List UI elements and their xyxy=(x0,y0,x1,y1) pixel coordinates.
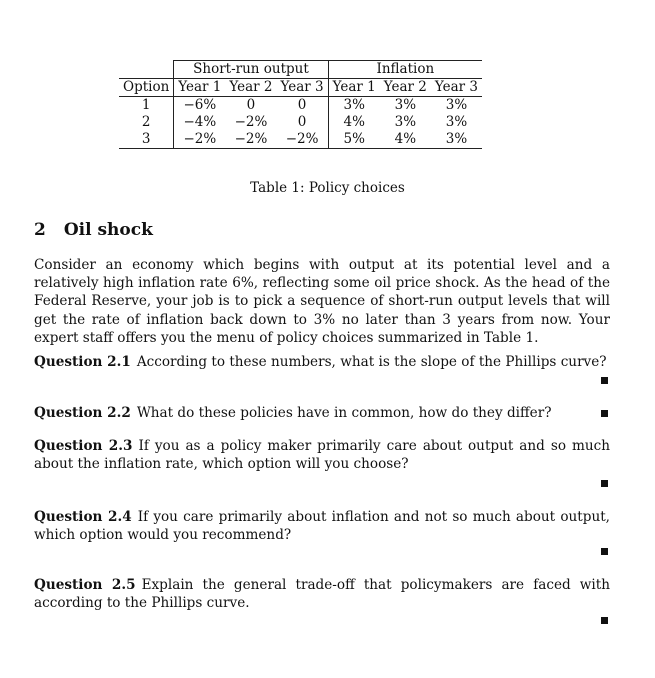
question-2-4 xyxy=(34,508,610,544)
inflation-cell: 3% xyxy=(394,114,417,130)
table-corner xyxy=(119,61,174,79)
question-label: Question 2.3 xyxy=(34,438,133,454)
question-2-2 xyxy=(34,404,610,422)
table-caption: Table 1: Policy choices xyxy=(250,180,405,196)
output-cell: 0 xyxy=(277,97,329,115)
output-cell: −2% xyxy=(277,131,329,149)
policy-table xyxy=(119,60,482,149)
question-text: According to these numbers, what is the slope of the Phillips curve? xyxy=(136,354,607,370)
inflation-cell: 5% xyxy=(328,131,380,149)
inflation-cell: 4% xyxy=(380,131,431,149)
table-row xyxy=(119,131,482,149)
question-text: If you care primarily about inflation and not so much about output, which option would you recommend? xyxy=(34,509,610,544)
question-label: Question 2.5 xyxy=(34,577,136,593)
question-label: Question 2.2 xyxy=(34,405,131,421)
column-header-inflation-year-2: Year 2 xyxy=(380,79,431,97)
question-label: Question 2.4 xyxy=(34,509,132,525)
option-cell: 1 xyxy=(119,97,174,115)
question-text: If you as a policy maker primarily care about output and so much about the inflation rate, which option will you choose? xyxy=(34,438,610,473)
end-of-question-marker xyxy=(601,548,608,555)
end-of-question-marker xyxy=(601,617,608,624)
inflation-cell: 3% xyxy=(380,97,431,115)
end-of-question-marker xyxy=(601,480,608,487)
output-cell: −2% xyxy=(225,131,276,149)
option-cell: 3 xyxy=(119,131,174,149)
inflation-cell: 3% xyxy=(328,97,380,115)
inflation-cell: 3% xyxy=(431,131,482,149)
column-header-inflation-year-3: Year 3 xyxy=(431,79,482,97)
table-row xyxy=(119,114,482,131)
option-cell: 2 xyxy=(119,114,174,131)
end-of-question-marker xyxy=(601,377,608,384)
output-cell: −6% xyxy=(174,97,226,115)
output-cell: 0 xyxy=(225,97,276,115)
question-2-1 xyxy=(34,353,610,371)
output-cell: −2% xyxy=(234,114,268,130)
column-header-inflation-year-1: Year 1 xyxy=(328,79,380,97)
output-cell: −4% xyxy=(183,114,217,130)
end-of-question-marker xyxy=(601,410,608,417)
column-header-output-year-1: Year 1 xyxy=(174,79,226,97)
question-text: Explain the general trade-off that policymakers are faced with according to the Phillips curve. xyxy=(34,577,610,612)
inflation-cell: 4% xyxy=(343,114,365,130)
section-number: 2 xyxy=(34,220,46,240)
question-label: Question 2.1 xyxy=(34,354,131,370)
output-cell: 0 xyxy=(277,114,329,131)
question-2-3 xyxy=(34,437,610,473)
table-row xyxy=(119,97,482,115)
section-heading xyxy=(34,220,153,240)
question-2-5 xyxy=(34,576,610,612)
output-cell: −2% xyxy=(174,131,226,149)
inflation-cell: 3% xyxy=(445,114,468,130)
question-text: What do these policies have in common, how do they differ? xyxy=(136,405,552,421)
section-paragraph: Consider an economy which begins with output at its potential level and a relatively high inflation rate 6%, reflecting some oil price shock. As the head of the Federal Reserve, your job is to pick a sequence of short-run output levels that will get the rate of inflation back down to 3% no later than 3 years from now. Your expert staff offers you the menu of policy choices summarized in Table 1. xyxy=(34,257,610,346)
column-header-output-year-3: Year 3 xyxy=(277,79,329,97)
group-header-output: Short-run output xyxy=(174,61,328,79)
column-header-option: Option xyxy=(119,79,174,97)
inflation-cell: 3% xyxy=(431,97,482,115)
group-header-inflation: Inflation xyxy=(328,61,482,79)
section-title: Oil shock xyxy=(63,220,153,240)
column-header-output-year-2: Year 2 xyxy=(225,79,276,97)
